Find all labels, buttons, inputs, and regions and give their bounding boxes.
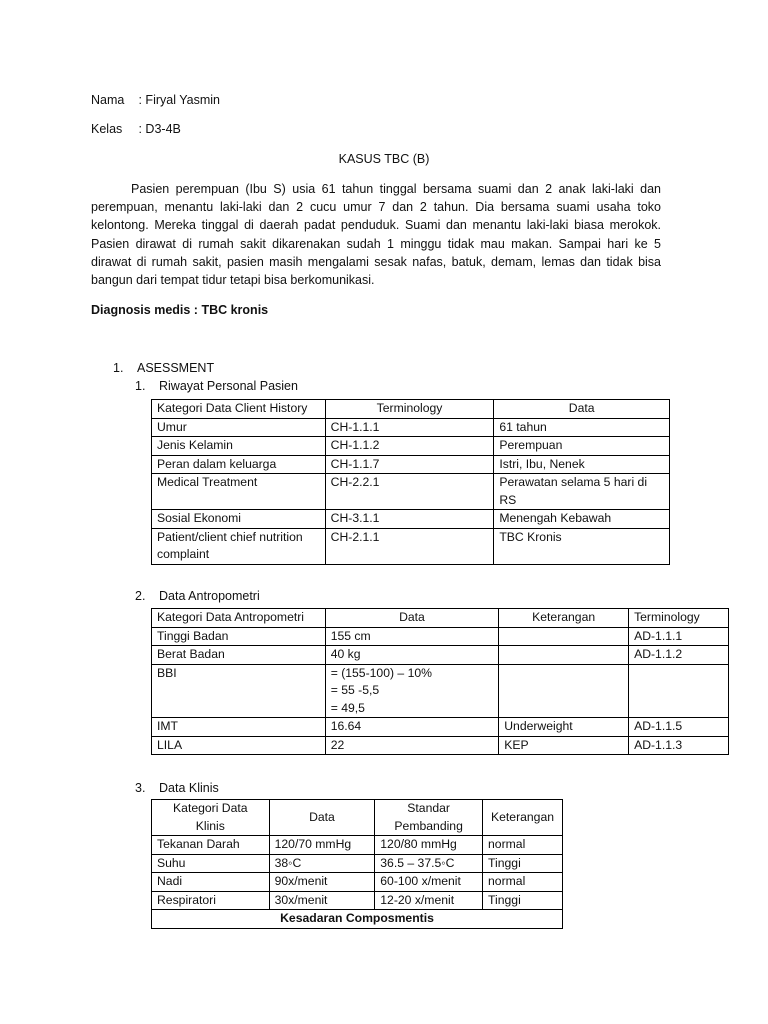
table-row (152, 854, 563, 873)
table-cell: CH-2.1.1 (325, 528, 494, 564)
table-cell: Perempuan (494, 437, 670, 456)
table-cell: AD-1.1.3 (629, 736, 729, 755)
table-cell: Tinggi (483, 854, 563, 873)
table-cell: Suhu (152, 854, 270, 873)
table-cell: CH-1.1.2 (325, 437, 494, 456)
table-row (152, 664, 729, 718)
class-line (91, 122, 181, 136)
subsection-1-heading (135, 379, 298, 393)
consciousness-status: Kesadaran Composmentis (152, 910, 563, 929)
table-cell: 22 (325, 736, 499, 755)
client-history-table (151, 399, 670, 565)
table-cell: BBI (152, 664, 326, 718)
column-header: Keterangan (483, 800, 563, 836)
table-cell: 120/80 mmHg (375, 836, 483, 855)
table-cell: 61 tahun (494, 418, 670, 437)
table-cell: Sosial Ekonomi (152, 510, 326, 529)
subsection-1-label: Riwayat Personal Pasien (159, 379, 298, 393)
column-header: Data (325, 609, 499, 628)
table-cell: Tinggi Badan (152, 627, 326, 646)
column-header: Terminology (629, 609, 729, 628)
case-paragraph (91, 180, 661, 289)
column-header: Keterangan (499, 609, 629, 628)
table-cell: 16.64 (325, 718, 499, 737)
bbi-calculation: = (155-100) – 10% = 55 -5,5 = 49,5 (325, 664, 499, 718)
table-cell: CH-2.2.1 (325, 474, 494, 510)
table-cell: CH-3.1.1 (325, 510, 494, 529)
column-header: Kategori Data Client History (152, 400, 326, 419)
table-cell: normal (483, 873, 563, 892)
table-cell: 40 kg (325, 646, 499, 665)
table-header-row (152, 400, 670, 419)
table-cell: 90x/menit (269, 873, 375, 892)
subsection-3-heading (135, 781, 219, 795)
table-row (152, 474, 670, 510)
table-cell: Jenis Kelamin (152, 437, 326, 456)
table-cell (499, 664, 629, 718)
class-label: Kelas (91, 122, 123, 136)
table-row (152, 718, 729, 737)
table-cell: Tinggi (483, 891, 563, 910)
column-header: Kategori Data Antropometri (152, 609, 326, 628)
table-cell: TBC Kronis (494, 528, 670, 564)
table-cell: Berat Badan (152, 646, 326, 665)
table-cell: Menengah Kebawah (494, 510, 670, 529)
table-cell: CH-1.1.7 (325, 455, 494, 474)
table-cell: Perawatan selama 5 hari di RS (494, 474, 670, 510)
table-cell: AD-1.1.1 (629, 627, 729, 646)
column-header: Standar Pembanding (375, 800, 483, 836)
table-cell (629, 664, 729, 718)
subsection-3-number: 3. (135, 781, 146, 795)
table-cell: 155 cm (325, 627, 499, 646)
table-row (152, 510, 670, 529)
subsection-2-number: 2. (135, 589, 146, 603)
table-cell: 120/70 mmHg (269, 836, 375, 855)
table-cell: LILA (152, 736, 326, 755)
table-row (152, 418, 670, 437)
table-cell: KEP (499, 736, 629, 755)
table-row (152, 873, 563, 892)
table-cell: 60-100 x/menit (375, 873, 483, 892)
table-cell: 38◦C (269, 854, 375, 873)
name-value: : Firyal Yasmin (138, 93, 220, 107)
table-cell: AD-1.1.2 (629, 646, 729, 665)
anthropometry-table (151, 608, 729, 755)
section-heading (113, 361, 214, 375)
table-row (152, 528, 670, 564)
table-cell: normal (483, 836, 563, 855)
column-header: Data (269, 800, 375, 836)
subsection-2-heading (135, 589, 260, 603)
class-value: : D3-4B (138, 122, 181, 136)
table-cell: 12-20 x/menit (375, 891, 483, 910)
table-cell (499, 646, 629, 665)
subsection-2-label: Data Antropometri (159, 589, 260, 603)
table-cell: Patient/client chief nutrition complaint (152, 528, 326, 564)
table-cell: CH-1.1.1 (325, 418, 494, 437)
subsection-1-number: 1. (135, 379, 146, 393)
table-cell: Respiratori (152, 891, 270, 910)
column-header: Data (494, 400, 670, 419)
name-label: Nama (91, 93, 125, 107)
table-cell: Tekanan Darah (152, 836, 270, 855)
section-number: 1. (113, 361, 124, 375)
table-row (152, 437, 670, 456)
table-cell: Underweight (499, 718, 629, 737)
diagnosis: Diagnosis medis : TBC kronis (91, 303, 269, 317)
table-cell: 30x/menit (269, 891, 375, 910)
table-cell: Umur (152, 418, 326, 437)
table-row (152, 455, 670, 474)
section-label: ASESSMENT (137, 361, 215, 375)
column-header: Terminology (325, 400, 494, 419)
table-row (152, 736, 729, 755)
clinical-data-table (151, 799, 563, 929)
table-header-row (152, 609, 729, 628)
table-cell: Medical Treatment (152, 474, 326, 510)
table-cell: Nadi (152, 873, 270, 892)
table-row (152, 627, 729, 646)
table-cell (499, 627, 629, 646)
case-text: Pasien perempuan (Ibu S) usia 61 tahun tinggal bersama suami dan 2 anak laki-laki dan perempuan, menantu laki-laki dan 2 cucu umur 7 dan 2 tahun. Dia bersama suami usaha toko kelontong. Mereka tinggal di daerah padat penduduk. Suami dan menantu laki-laki biasa merokok. Pasien dirawat di rumah sakit dikarenakan sudah 1 minggu tidak mau makan. Sampai hari ke 5 dirawat di rumah sakit, pasien masih mengalami sesak nafas, batuk, demam, lemas dan tidak bisa bangun dari tempat tidur tetapi bisa berkomunikasi. (91, 182, 661, 288)
document-title: KASUS TBC (B) (338, 152, 430, 166)
name-line (91, 93, 220, 107)
table-cell: Istri, Ibu, Nenek (494, 455, 670, 474)
table-cell: IMT (152, 718, 326, 737)
subsection-3-label: Data Klinis (159, 781, 219, 795)
table-row (152, 836, 563, 855)
table-cell: 36.5 – 37.5◦C (375, 854, 483, 873)
table-cell: Peran dalam keluarga (152, 455, 326, 474)
table-row (152, 646, 729, 665)
table-header-row (152, 800, 563, 836)
table-row (152, 891, 563, 910)
table-cell: AD-1.1.5 (629, 718, 729, 737)
column-header: Kategori Data Klinis (152, 800, 270, 836)
table-footer-row (152, 910, 563, 929)
